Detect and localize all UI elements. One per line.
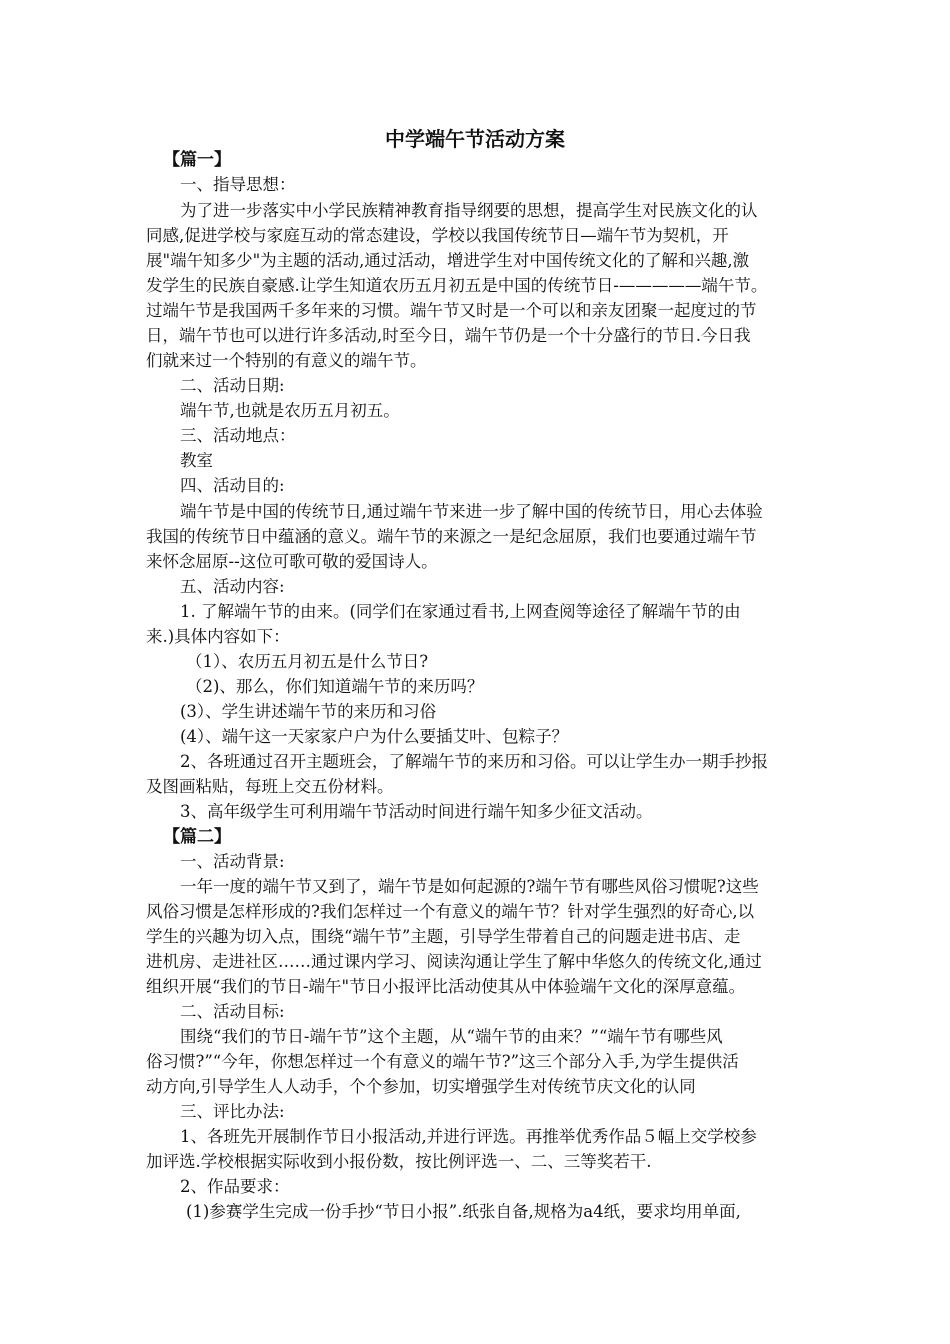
list-item: (4）、端午这一天家家户户为什么要插艾叶、包粽子？ xyxy=(180,727,569,746)
paragraph-line: 一年一度的端午节又到了，端午节是如何起源的?端午节有哪些风俗习惯呢?这些 xyxy=(180,877,759,896)
paragraph-line: 进机房、走进社区……通过课内学习、阅读沟通让学生了解中华悠久的传统文化,通过 xyxy=(146,952,762,971)
subheading: 四、活动目的: xyxy=(180,476,285,495)
paragraph-line: 学生的兴趣为切入点，围绕“端午节”主题，引导学生带着自己的问题走进书店、走 xyxy=(146,927,741,946)
paragraph-line: 端午节是中国的传统节日,通过端午节来进一步了解中国的传统节日，用心去体验 xyxy=(180,502,763,521)
paragraph-line: 1、各班先开展制作节日小报活动,并进行评选。再推举优秀作品５幅上交学校参 xyxy=(180,1127,757,1146)
paragraph-line: 加评选.学校根据实际收到小报份数，按比例评选一、二、三等奖若干. xyxy=(146,1152,652,1171)
paragraph-line: 日，端午节也可以进行许多活动,时至今日，端午节仍是一个十分盛行的节日.今日我 xyxy=(146,326,751,345)
paragraph-line: 展"端午知多少"为主题的活动,通过活动，增进学生对中国传统文化的了解和兴趣,激 xyxy=(146,251,750,270)
paragraph-line: 动方向,引导学生人人动手，个个参加，切实增强学生对传统节庆文化的认同 xyxy=(146,1077,696,1096)
subheading: 一、活动背景: xyxy=(180,852,285,871)
list-item: （1）、农历五月初五是什么节日? xyxy=(186,652,429,671)
list-item: (1)参赛学生完成一份手抄“节日小报”.纸张自备,规格为a4纸，要求均用单面, xyxy=(186,1202,741,1221)
list-item: (3）、学生讲述端午节的来历和习俗 xyxy=(180,702,437,721)
paragraph-line: 们就来过一个特别的有意义的端午节。 xyxy=(146,351,427,370)
paragraph-line: 及图画粘贴，每班上交五份材料。 xyxy=(146,777,394,796)
paragraph-line: 3、高年级学生可利用端午节活动时间进行端午知多少征文活动。 xyxy=(180,802,653,821)
paragraph-line: 来.)具体内容如下： xyxy=(146,627,290,646)
paragraph-line: 俗习惯?”“今年，你想怎样过一个有意义的端午节?”这三个部分入手,为学生提供活 xyxy=(146,1052,739,1071)
subheading: 五、活动内容: xyxy=(180,577,285,596)
subheading: 二、活动日期: xyxy=(180,376,285,395)
subheading: 三、评比办法: xyxy=(180,1102,285,1121)
paragraph-line: 围绕“我们的节日-端午节”这个主题，从“端午节的由来？”“端午节有哪些风 xyxy=(180,1027,723,1046)
paragraph-line: 发学生的民族自豪感.让学生知道农历五月初五是中国的传统节日-—————端午节。 xyxy=(146,276,768,295)
list-item: （2)、那么，你们知道端午节的来历吗？ xyxy=(186,677,484,696)
paragraph-line: 为了进一步落实中小学民族精神教育指导纲要的思想，提高学生对民族文化的认 xyxy=(180,201,758,220)
subheading: 二、活动目标: xyxy=(180,1002,285,1021)
paragraph-line: 端午节,也就是农历五月初五。 xyxy=(180,401,400,420)
paragraph-line: 同感,促进学校与家庭互动的常态建设，学校以我国传统节日—端午节为契机，开 xyxy=(146,226,729,245)
subheading: 三、活动地点： xyxy=(180,426,296,445)
document-title: 中学端午节活动方案 xyxy=(385,127,565,151)
paragraph-line: 1. 了解端午节的由来。(同学们在家通过看书,上网查阅等途径了解端午节的由 xyxy=(180,602,741,621)
subheading: 2、作品要求： xyxy=(180,1177,290,1196)
paragraph-line: 2、各班通过召开主题班会，了解端午节的来历和习俗。可以让学生办一期手抄报 xyxy=(180,752,768,771)
paragraph-line: 来怀念屈原--这位可歌可敬的爱国诗人。 xyxy=(146,552,438,571)
paragraph-line: 我国的传统节日中蕴涵的意义。端午节的来源之一是纪念屈原，我们也要通过端午节 xyxy=(146,527,757,546)
section-heading: 【篇二】 xyxy=(163,827,231,847)
section-heading: 【篇一】 xyxy=(163,150,231,170)
subheading: 一、指导思想： xyxy=(180,175,296,194)
paragraph-line: 教室 xyxy=(180,451,213,470)
paragraph-line: 组织开展“我们的节日-端午"节日小报评比活动使其从中体验端午文化的深厚意蕴。 xyxy=(146,977,746,996)
paragraph-line: 风俗习惯是怎样形成的?我们怎样过一个有意义的端午节？针对学生强烈的好奇心,以 xyxy=(146,902,755,921)
paragraph-line: 过端午节是我国两千多年来的习惯。端午节又时是一个可以和亲友团聚一起度过的节 xyxy=(146,301,757,320)
